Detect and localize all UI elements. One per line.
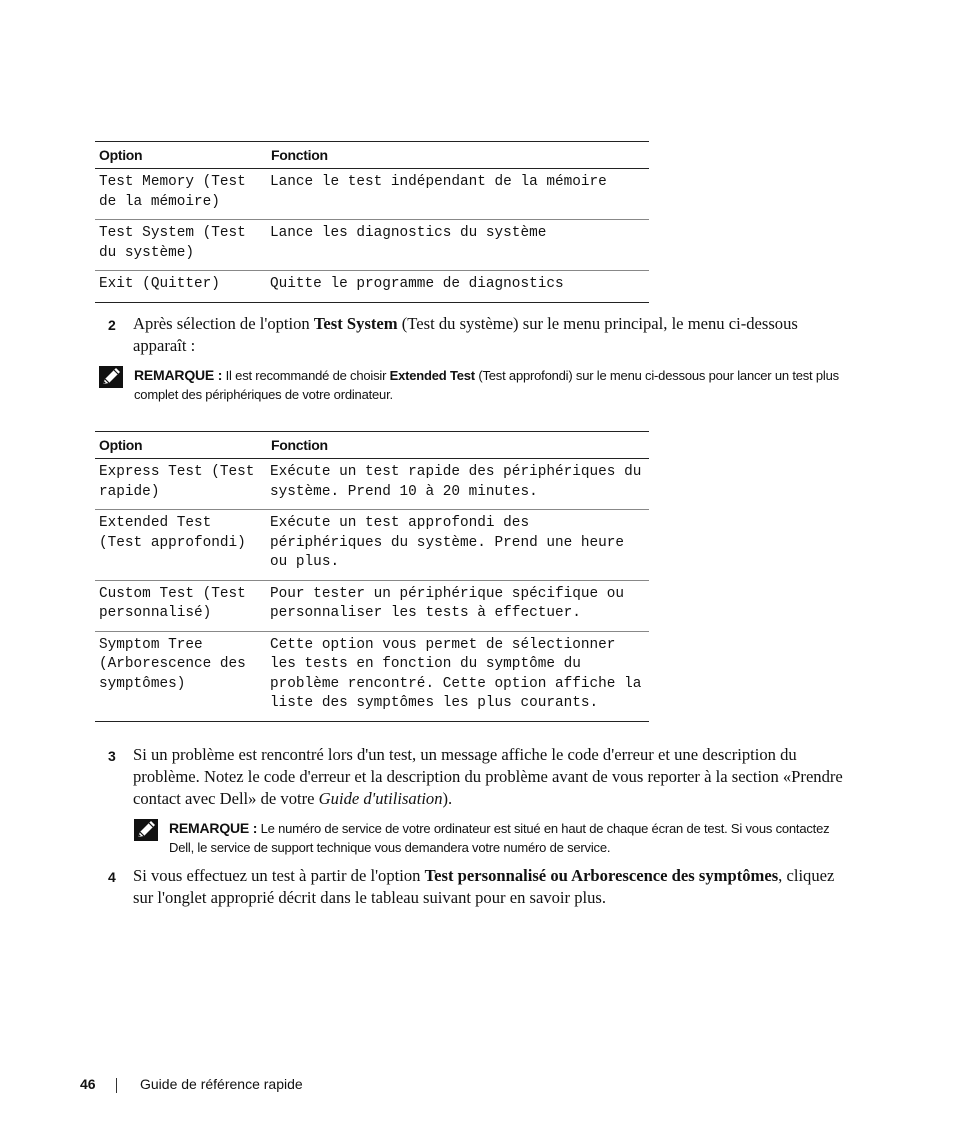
option-cell: Express Test (Test rapide) <box>95 459 267 510</box>
column-header-option: Option <box>95 142 267 169</box>
note-text: REMARQUE : Il est recommandé de choisir Extended Test (Test approfondi) sur le menu ci-dessous pour lancer un test plus complet des périphériques de votre ordinateur. <box>134 367 839 402</box>
function-cell: Lance le test indépendant de la mémoire <box>267 169 649 220</box>
option-cell: Test Memory (Test de la mémoire) <box>95 169 267 220</box>
function-cell: Exécute un test rapide des périphériques du système. Prend 10 à 20 minutes. <box>267 459 649 510</box>
function-cell: Pour tester un périphérique spécifique ou personnaliser les tests à effectuer. <box>267 580 649 631</box>
note-label: REMARQUE : <box>134 367 223 383</box>
table-header-row <box>95 432 649 459</box>
table-row <box>95 220 649 271</box>
option-name: Test personnalisé ou Arborescence des symptômes <box>424 866 779 885</box>
step-number: 4 <box>108 869 116 885</box>
option-cell: Extended Test (Test approfondi) <box>95 510 267 581</box>
option-cell: Symptom Tree (Arborescence des symptômes) <box>95 631 267 721</box>
document-title: Guide de référence rapide <box>140 1076 303 1092</box>
option-cell: Exit (Quitter) <box>95 271 267 303</box>
footer-divider <box>116 1078 117 1093</box>
table-row <box>95 459 649 510</box>
table-row <box>95 631 649 721</box>
step-text: Si vous effectuez un test à partir de l'option Test personnalisé ou Arborescence des symptômes, cliquez sur l'onglet approprié décrit dans le tableau suivant pour en savoir plus. <box>133 866 835 907</box>
pencil-note-icon <box>99 366 123 388</box>
note-text: REMARQUE : Le numéro de service de votre ordinateur est situé en haut de chaque écran de test. Si vous contactez Dell, le service de support technique vous demandera votre numéro de service. <box>169 820 830 855</box>
note-label: REMARQUE : <box>169 820 258 836</box>
step-text: Après sélection de l'option Test System (Test du système) sur le menu principal, le menu ci-dessous apparaît : <box>133 314 798 355</box>
table-row <box>95 580 649 631</box>
pencil-note-icon <box>134 819 158 841</box>
options-table-main-menu <box>95 141 649 303</box>
table-row <box>95 510 649 581</box>
column-header-fonction: Fonction <box>267 142 649 169</box>
page-number: 46 <box>80 1076 96 1092</box>
function-cell: Lance les diagnostics du système <box>267 220 649 271</box>
options-table-test-menu <box>95 431 649 722</box>
step-text: Si un problème est rencontré lors d'un test, un message affiche le code d'erreur et une description du problème. Notez le code d'erreur et la description du problème avant de vous reporter à la section «Prendre contact avec Dell» de votre Guide d'utilisation). <box>133 745 843 808</box>
table-row <box>95 169 649 220</box>
function-cell: Quitte le programme de diagnostics <box>267 271 649 303</box>
option-name: Test System <box>313 314 398 333</box>
step-number: 2 <box>108 317 116 333</box>
step-number: 3 <box>108 748 116 764</box>
table-header-row <box>95 142 649 169</box>
function-cell: Exécute un test approfondi des périphériques du système. Prend une heure ou plus. <box>267 510 649 581</box>
option-cell: Custom Test (Test personnalisé) <box>95 580 267 631</box>
column-header-fonction: Fonction <box>267 432 649 459</box>
column-header-option: Option <box>95 432 267 459</box>
guide-title: Guide d'utilisation <box>318 789 443 808</box>
option-cell: Test System (Test du système) <box>95 220 267 271</box>
table-row <box>95 271 649 303</box>
function-cell: Cette option vous permet de sélectionner les tests en fonction du symptôme du problème rencontré. Cette option affiche la liste des symptômes les plus courants. <box>267 631 649 721</box>
